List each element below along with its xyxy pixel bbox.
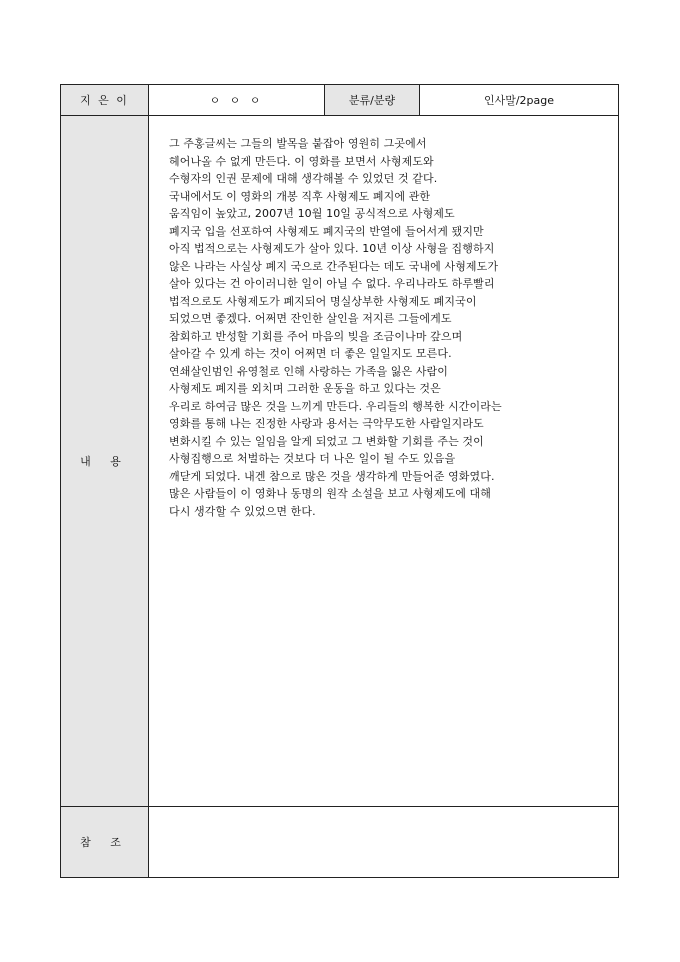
content-line: 참회하고 반성할 기회를 주어 마음의 빚을 조금이나마 갚으며 [169,329,463,343]
content-line: 헤어나올 수 없게 만든다. 이 영화를 보면서 사형제도와 [169,154,434,168]
category-label: 분류/분량 [325,85,420,116]
content-line: 살아갈 수 있게 하는 것이 어쩌면 더 좋은 일일지도 모른다. [169,347,452,360]
content-line: 그 주홍글씨는 그들의 발목을 붙잡아 영원히 그곳에서 [169,137,427,150]
content-line: 우리로 하여금 많은 것을 느끼게 만든다. 우리들의 행복한 시간이라는 [169,399,502,413]
content-line: 연쇄살인범인 유영철로 인해 사랑하는 가족을 잃은 사람이 [169,364,449,378]
content-line: 국내에서도 이 영화의 개봉 직후 사형제도 폐지에 관한 [169,189,431,203]
content-line: 움직임이 높았고, 2007년 10월 10일 공식적으로 사형제도 [169,207,455,220]
content-line: 깨닫게 되었다. 내겐 참으로 많은 것을 생각하게 만들어준 영화였다. [169,469,495,483]
content-line: 사형집행으로 처벌하는 것보다 더 나은 일이 될 수도 있음을 [169,452,456,465]
content-line: 폐지국 입을 선포하여 사형제도 폐지국의 반열에 들어서게 됐지만 [169,224,484,238]
author-label: 지 은 이 [61,85,149,116]
content-line: 변화시킬 수 있는 일임을 알게 되었고 그 변화할 기회를 주는 것이 [169,434,484,448]
reference-row [61,807,619,878]
content-row [61,116,619,807]
content-line: 많은 사람들이 이 영화나 동명의 원작 소설을 보고 사형제도에 대해 [169,487,491,500]
content-line: 다시 생각할 수 있었으면 한다. [169,504,316,518]
header-row [61,85,619,116]
content-lines [169,135,608,520]
content-label: 내 용 [61,116,149,807]
content-body [149,116,619,807]
content-line: 살아 있다는 건 아이러니한 일이 아닐 수 없다. 우리나라도 하루빨리 [169,277,495,290]
content-line: 수형자의 인권 문제에 대해 생각해볼 수 있었던 것 같다. [169,172,438,185]
content-line: 않은 나라는 사실상 폐지 국으로 간주된다는 데도 국내에 사형제도가 [169,259,499,273]
content-line: 아직 법적으로는 사형제도가 살아 있다. 10년 이상 사형을 집행하지 [169,242,495,255]
document-table [60,84,619,878]
content-line: 되었으면 좋겠다. 어쩌면 잔인한 살인을 저지른 그들에게도 [169,312,452,325]
category-value: 인사말/2page [420,85,619,116]
content-line: 영화를 통해 나는 진정한 사랑과 용서는 극악무도한 사람일지라도 [169,417,484,430]
reference-label: 참 조 [61,807,149,878]
content-line: 법적으로도 사형제도가 폐지되어 명실상부한 사형제도 폐지국이 [169,294,477,308]
reference-value [149,807,619,878]
content-line: 사형제도 폐지를 외치며 그러한 운동을 하고 있다는 것은 [169,382,441,395]
author-value: ㅇ ㅇ ㅇ [149,85,325,116]
